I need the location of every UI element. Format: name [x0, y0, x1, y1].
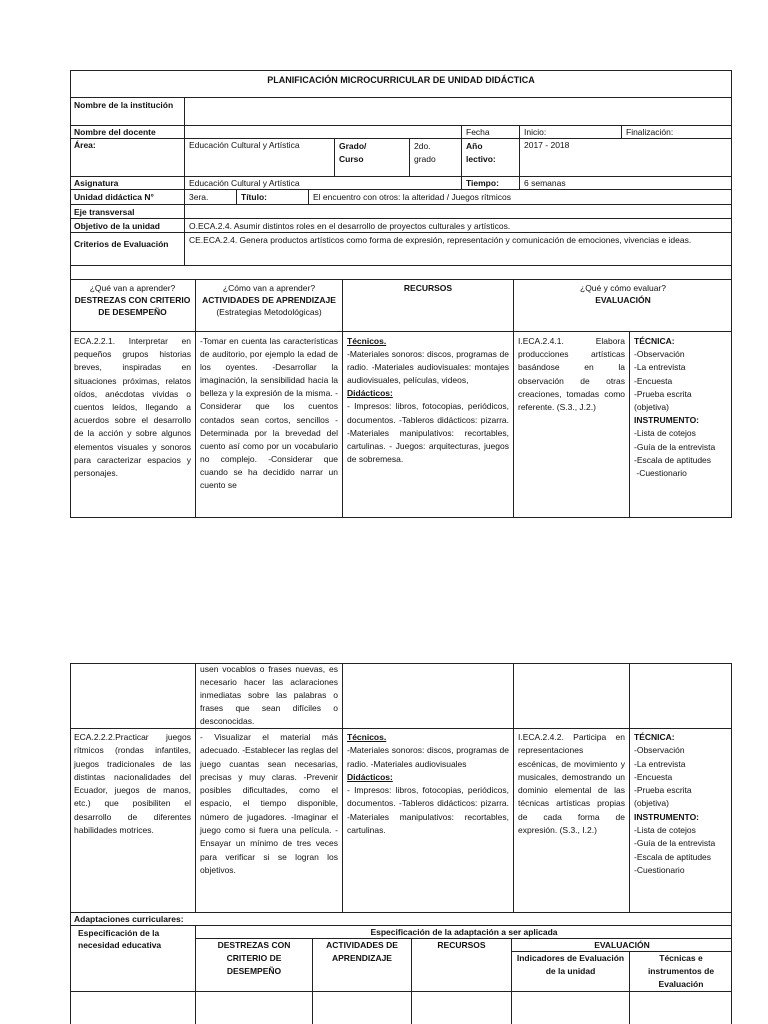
row2-tecnicas	[630, 729, 732, 913]
cont-indicador	[514, 663, 630, 729]
row1-rec-tec-text: -Materiales sonoros: discos, programas de radio. -Materiales audiovisuales: montajes audiovisuales, películas, videos,	[347, 349, 509, 386]
row2-rec-tecnicos: Técnicos.	[347, 732, 387, 742]
row1-instrumento-label: INSTRUMENTO:	[634, 415, 700, 426]
docente-label: Nombre del docente	[70, 126, 185, 139]
adapt-tecnicas: Técnicas e instrumentos de Evaluación	[630, 952, 732, 992]
header-actividades-title: ACTIVIDADES DE APRENDIZAJE	[202, 295, 336, 305]
unidad-label: Unidad didáctica N°	[70, 190, 185, 205]
area-label: Área:	[70, 139, 185, 177]
row1-rec-did-text: - Impresos: libros, fotocopias, periódicos, documentos. -Tableros didácticos: pizarra. -Materiales manipulativos: recortables, cartulinas. - Juegos: arquitecturas, juegos de sobremesa.	[347, 401, 509, 464]
grado-value: 2do. grado	[410, 139, 462, 177]
row1-tecnica-item: -Observación	[634, 349, 685, 360]
eje-label: Eje transversal	[70, 205, 185, 219]
adapt-indicadores: Indicadores de Evaluación de la unidad	[512, 952, 630, 992]
row2-instrumento-item: -Escala de aptitudes	[634, 851, 712, 862]
row2-indicador: I.ECA.2.4.2. Participa en representaciones escénicas, de movimiento y musicales, demostrando un dominio elemental de las técnicas artísticas propias de cada forma de expresión. (S.3., I.2.)	[514, 729, 630, 913]
adaptaciones-label: Adaptaciones curriculares:	[70, 913, 732, 926]
row1-instrumento-item: -Guía de la entrevista	[634, 441, 716, 452]
row1-tecnica-item: -Prueba escrita (objetiva)	[634, 388, 692, 413]
row1-tecnica-label: TÉCNICA:	[634, 336, 675, 346]
empty-cell	[196, 992, 313, 1024]
criterios-value: CE.ECA.2.4. Genera productos artísticos como forma de expresión, representación y comunicación de emociones, vivencias e ideas.	[185, 233, 732, 266]
cont-tecnicas	[630, 663, 732, 729]
cont-actividades: usen vocablos o frases nuevas, es necesario hacer las aclaraciones inmediatas sobre las palabras o frases que sean difíciles o desconocidas.	[196, 663, 343, 729]
adapt-recursos: RECURSOS	[412, 939, 512, 992]
row1-tecnica-item: -Encuesta	[634, 375, 673, 386]
empty-cell	[512, 992, 630, 1024]
titulo-value: El encuentro con otros: la alteridad / Juegos rítmicos	[309, 190, 732, 205]
empty-cell	[70, 992, 196, 1024]
anio-value: 2017 - 2018	[520, 139, 732, 177]
tiempo-value: 6 semanas	[520, 177, 732, 190]
header-evaluacion-question: ¿Qué y cómo evaluar?	[580, 283, 666, 293]
row1-tecnicas	[630, 332, 732, 518]
adapt-destrezas: DESTREZAS CON CRITERIO DE DESEMPEÑO	[196, 939, 313, 992]
empty-cell	[412, 992, 512, 1024]
empty-cell	[313, 992, 412, 1024]
row1-tecnica-item: -La entrevista	[634, 362, 686, 373]
row2-tecnica-item: -La entrevista	[634, 758, 686, 769]
header-destrezas-question: ¿Qué van a aprender?	[89, 283, 176, 293]
finalizacion-label: Finalización:	[622, 126, 732, 139]
especificacion-adaptacion: Especificación de la adaptación a ser aplicada	[196, 926, 732, 939]
row2-rec-tec-text: -Materiales sonoros: discos, programas de radio. -Materiales audiovisuales	[347, 745, 509, 769]
criterios-label: Criterios de Evaluación	[70, 233, 185, 266]
row2-instrumento-item: -Guía de la entrevista	[634, 838, 716, 849]
row1-instrumento-item: -Lista de cotejos	[634, 428, 696, 439]
unidad-value: 3era.	[185, 190, 237, 205]
row1-destreza: ECA.2.2.1. Interpretar en pequeños grupos historias breves, inspiradas en situaciones próximas, relatos oídos, anécdotas vividas o cuentos leídos, llegando a acuerdos sobre el desarrollo de la acción y sobre algunos elementos visuales y sonoros para caracterizar espacios y personajes.	[70, 332, 196, 518]
header-evaluacion	[514, 280, 732, 332]
anio-label: Año lectivo:	[462, 139, 520, 177]
row1-actividades: -Tomar en cuenta las características de auditorio, por ejemplo la edad de los oyentes. -Desarrollar la imaginación, la sensibilidad hacia la belleza y la expresión de la misma. -Considerar que los cuentos contados sean cortos, sencillos -Determinada por la brevedad del cuento así como por un vocabulario no complejo. -Considerar que cuando se ha decidido narrar un cuento se	[196, 332, 343, 518]
titulo-label: Título:	[237, 190, 309, 205]
header-recursos: RECURSOS	[343, 280, 514, 332]
page-title: PLANIFICACIÓN MICROCURRICULAR DE UNIDAD DIDÁCTICA	[70, 70, 732, 98]
area-value: Educación Cultural y Artística	[185, 139, 335, 177]
asignatura-label: Asignatura	[70, 177, 185, 190]
cont-recursos	[343, 663, 514, 729]
grado-label: Grado/ Curso	[335, 139, 410, 177]
especificacion-necesidad: Especificación de la necesidad educativa	[70, 926, 196, 992]
adapt-evaluacion: EVALUACIÓN	[512, 939, 732, 952]
row2-tecnica-item: -Observación	[634, 745, 685, 756]
row2-instrumento-item: -Cuestionario	[634, 864, 685, 875]
docente-value	[185, 126, 462, 139]
cont-destreza	[70, 663, 196, 729]
inicio-label: Inicio:	[520, 126, 622, 139]
tiempo-label: Tiempo:	[462, 177, 520, 190]
row2-rec-didacticos: Didácticos:	[347, 771, 393, 782]
objetivo-value: O.ECA.2.4. Asumir distintos roles en el desarrollo de proyectos culturales y artísticos.	[185, 219, 732, 233]
header-actividades-sub: (Estrategias Metodológicas)	[216, 307, 322, 317]
row1-recursos	[343, 332, 514, 518]
row1-instrumento-item: -Cuestionario	[634, 468, 687, 479]
spacer-row	[70, 266, 732, 280]
asignatura-value: Educación Cultural y Artística	[185, 177, 462, 190]
row2-destreza: ECA.2.2.2.Practicar juegos rítmicos (rondas infantiles, juegos tradicionales de las distintas nacionalidades del Ecuador, juegos de manos, etc.) que posibiliten el desarrollo de diferentes habilidades motrices.	[70, 729, 196, 913]
institucion-value	[185, 98, 732, 126]
row2-rec-did-text: - Impresos: libros, fotocopias, periódicos, documentos. -Tableros didácticos: pizarra. -Materiales manipulativos: recortables, cartulinas.	[347, 785, 509, 836]
header-destrezas-title: DESTREZAS CON CRITERIO DE DESEMPEÑO	[74, 295, 191, 317]
objetivo-label: Objetivo de la unidad	[70, 219, 185, 233]
row1-rec-tecnicos: Técnicos.	[347, 336, 387, 346]
fecha-label: Fecha	[462, 126, 520, 139]
row2-tecnica-label: TÉCNICA:	[634, 732, 675, 742]
row2-tecnica-item: -Prueba escrita (objetiva)	[634, 785, 692, 809]
row2-instrumento-item: -Lista de cotejos	[634, 825, 696, 836]
header-evaluacion-title: EVALUACIÓN	[595, 295, 651, 305]
row2-actividades: - Visualizar el material más adecuado. -Establecer las reglas del juego cuantas sean necesarias, precisas y muy claras. -Prevenir posibles dificultades, como el espacio, el tiempo disponible, número de jugadores. -Imaginar el juego como si fuera una película. -Ensayar un mínimo de tres veces para verificar si se logran los objetivos.	[196, 729, 343, 913]
row2-tecnica-item: -Encuesta	[634, 771, 673, 782]
header-actividades-question: ¿Cómo van a aprender?	[222, 283, 316, 293]
adapt-actividades: ACTIVIDADES DE APRENDIZAJE	[313, 939, 412, 992]
header-destrezas	[70, 280, 196, 332]
header-actividades	[196, 280, 343, 332]
row1-rec-didacticos: Didácticos:	[347, 388, 393, 399]
eje-value	[185, 205, 732, 219]
row2-instrumento-label: INSTRUMENTO:	[634, 811, 700, 822]
row2-recursos	[343, 729, 514, 913]
institucion-label: Nombre de la institución	[70, 98, 185, 126]
row1-instrumento-item: -Escala de aptitudes	[634, 454, 712, 465]
row1-indicador: I.ECA.2.4.1. Elabora producciones artísticas basándose en la observación de otras creaciones, tomadas como referente. (S.3., J.2.)	[514, 332, 630, 518]
